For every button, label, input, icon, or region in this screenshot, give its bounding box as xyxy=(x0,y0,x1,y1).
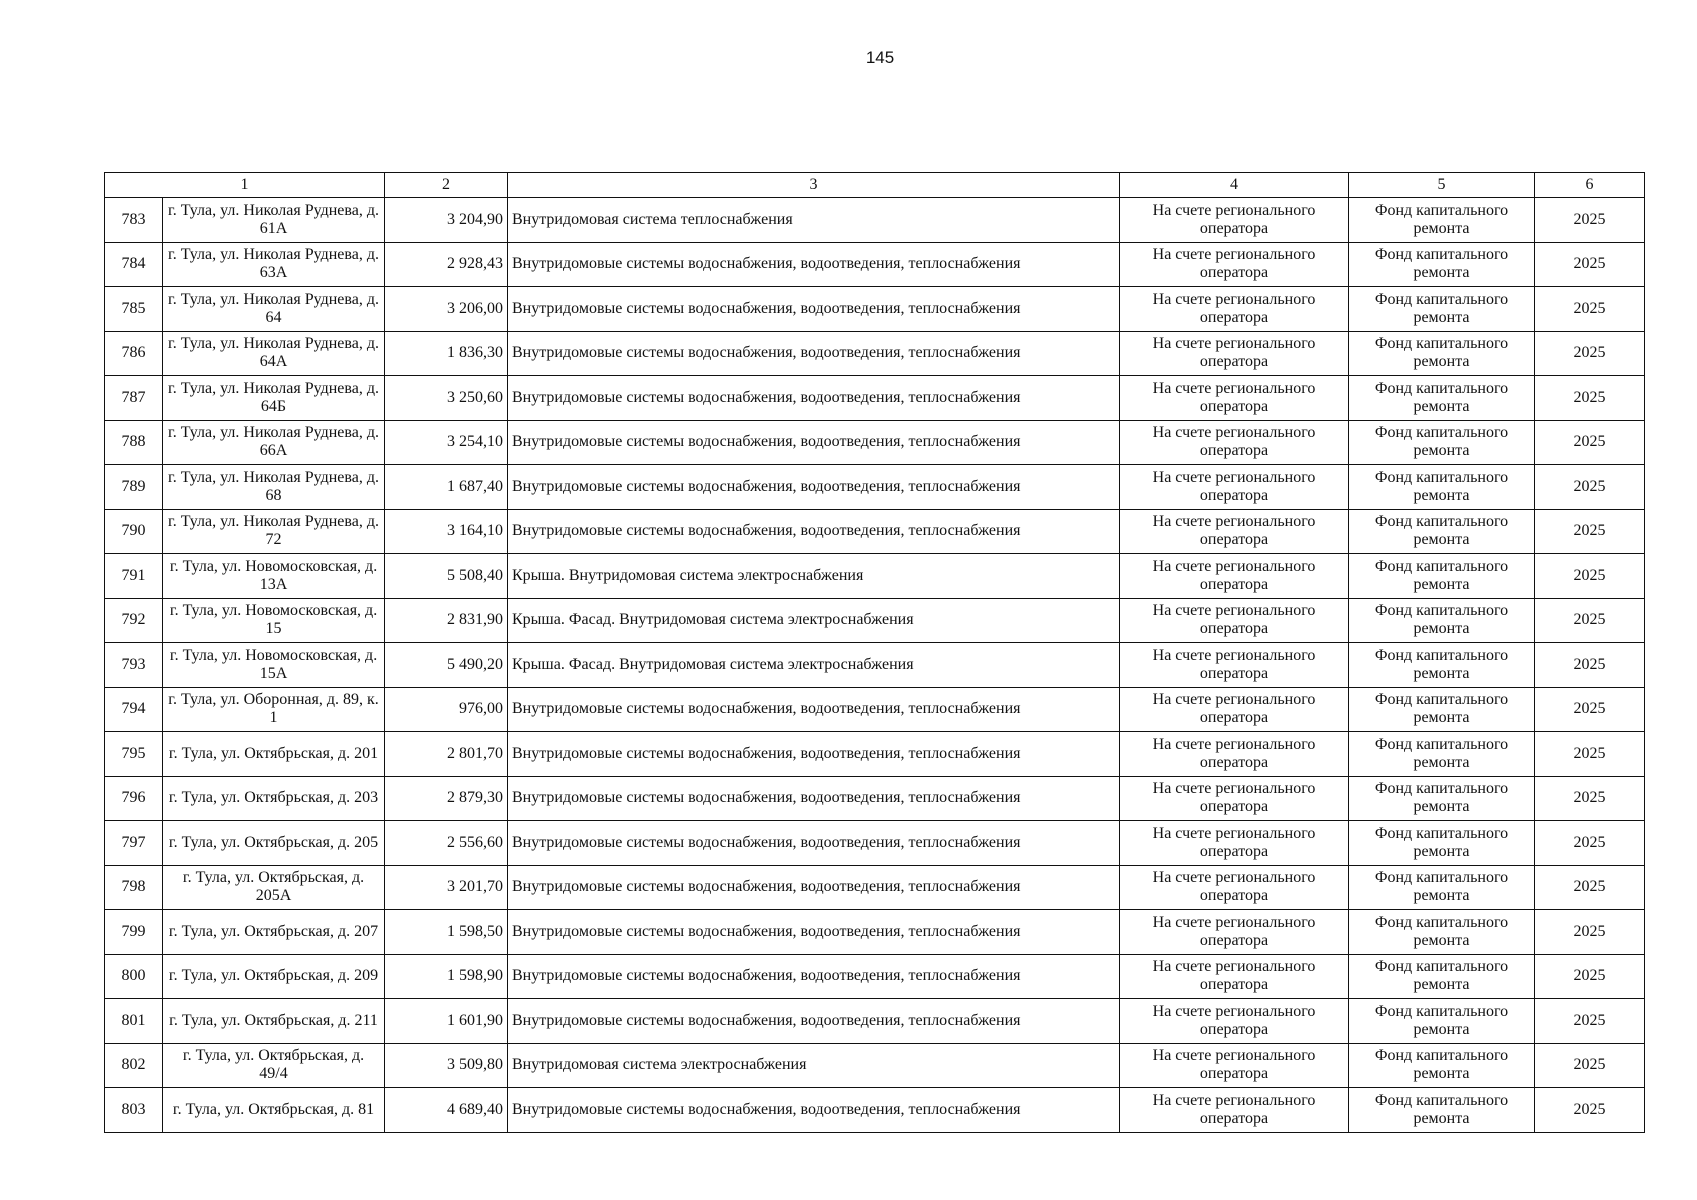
row-number: 799 xyxy=(105,910,163,955)
works-cell: Внутридомовые системы водоснабжения, водоотведения, теплоснабжения xyxy=(508,954,1120,999)
works-cell: Внутридомовые системы водоснабжения, водоотведения, теплоснабжения xyxy=(508,420,1120,465)
account-cell: На счете регионального оператора xyxy=(1120,420,1349,465)
year-cell: 2025 xyxy=(1535,643,1645,688)
works-cell: Внутридомовые системы водоснабжения, водоотведения, теплоснабжения xyxy=(508,465,1120,510)
funding-source-cell: Фонд капитального ремонта xyxy=(1349,420,1535,465)
funding-source-cell: Фонд капитального ремонта xyxy=(1349,865,1535,910)
column-header: 5 xyxy=(1349,173,1535,198)
row-number: 790 xyxy=(105,509,163,554)
address-cell: г. Тула, ул. Октябрьская, д. 207 xyxy=(163,910,385,955)
funding-source-cell: Фонд капитального ремонта xyxy=(1349,1088,1535,1133)
funding-source-cell: Фонд капитального ремонта xyxy=(1349,554,1535,599)
year-cell: 2025 xyxy=(1535,287,1645,332)
row-number: 800 xyxy=(105,954,163,999)
address-cell: г. Тула, ул. Октябрьская, д. 209 xyxy=(163,954,385,999)
funding-source-cell: Фонд капитального ремонта xyxy=(1349,954,1535,999)
account-cell: На счете регионального оператора xyxy=(1120,1088,1349,1133)
row-number: 791 xyxy=(105,554,163,599)
account-cell: На счете регионального оператора xyxy=(1120,198,1349,243)
works-cell: Крыша. Фасад. Внутридомовая система электроснабжения xyxy=(508,598,1120,643)
row-number: 797 xyxy=(105,821,163,866)
works-cell: Внутридомовые системы водоснабжения, водоотведения, теплоснабжения xyxy=(508,287,1120,332)
account-cell: На счете регионального оператора xyxy=(1120,1043,1349,1088)
area-cell: 1 836,30 xyxy=(385,331,508,376)
works-cell: Внутридомовые системы водоснабжения, водоотведения, теплоснабжения xyxy=(508,999,1120,1044)
table-row xyxy=(105,865,1645,910)
row-number: 802 xyxy=(105,1043,163,1088)
table-row xyxy=(105,732,1645,777)
year-cell: 2025 xyxy=(1535,554,1645,599)
table-row xyxy=(105,821,1645,866)
area-cell: 5 508,40 xyxy=(385,554,508,599)
area-cell: 1 598,50 xyxy=(385,910,508,955)
area-cell: 2 879,30 xyxy=(385,776,508,821)
works-cell: Внутридомовые системы водоснабжения, водоотведения, теплоснабжения xyxy=(508,732,1120,777)
account-cell: На счете регионального оператора xyxy=(1120,643,1349,688)
table-row xyxy=(105,509,1645,554)
account-cell: На счете регионального оператора xyxy=(1120,776,1349,821)
area-cell: 5 490,20 xyxy=(385,643,508,688)
area-cell: 2 556,60 xyxy=(385,821,508,866)
row-number: 785 xyxy=(105,287,163,332)
row-number: 794 xyxy=(105,687,163,732)
row-number: 789 xyxy=(105,465,163,510)
year-cell: 2025 xyxy=(1535,420,1645,465)
works-cell: Внутридомовые системы водоснабжения, водоотведения, теплоснабжения xyxy=(508,910,1120,955)
account-cell: На счете регионального оператора xyxy=(1120,509,1349,554)
works-cell: Внутридомовые системы водоснабжения, водоотведения, теплоснабжения xyxy=(508,242,1120,287)
funding-source-cell: Фонд капитального ремонта xyxy=(1349,910,1535,955)
funding-source-cell: Фонд капитального ремонта xyxy=(1349,732,1535,777)
funding-source-cell: Фонд капитального ремонта xyxy=(1349,376,1535,421)
account-cell: На счете регионального оператора xyxy=(1120,954,1349,999)
works-cell: Внутридомовые системы водоснабжения, водоотведения, теплоснабжения xyxy=(508,776,1120,821)
works-cell: Крыша. Внутридомовая система электроснабжения xyxy=(508,554,1120,599)
address-cell: г. Тула, ул. Октябрьская, д. 203 xyxy=(163,776,385,821)
address-cell: г. Тула, ул. Октябрьская, д. 81 xyxy=(163,1088,385,1133)
area-cell: 976,00 xyxy=(385,687,508,732)
year-cell: 2025 xyxy=(1535,776,1645,821)
works-cell: Внутридомовая система теплоснабжения xyxy=(508,198,1120,243)
funding-source-cell: Фонд капитального ремонта xyxy=(1349,999,1535,1044)
works-cell: Внутридомовые системы водоснабжения, водоотведения, теплоснабжения xyxy=(508,821,1120,866)
table-body xyxy=(105,198,1645,1133)
address-cell: г. Тула, ул. Николая Руднева, д. 64Б xyxy=(163,376,385,421)
year-cell: 2025 xyxy=(1535,821,1645,866)
row-number: 784 xyxy=(105,242,163,287)
funding-source-cell: Фонд капитального ремонта xyxy=(1349,242,1535,287)
account-cell: На счете регионального оператора xyxy=(1120,331,1349,376)
account-cell: На счете регионального оператора xyxy=(1120,732,1349,777)
column-header: 3 xyxy=(508,173,1120,198)
address-cell: г. Тула, ул. Октябрьская, д. 49/4 xyxy=(163,1043,385,1088)
address-cell: г. Тула, ул. Оборонная, д. 89, к. 1 xyxy=(163,687,385,732)
address-cell: г. Тула, ул. Николая Руднева, д. 64 xyxy=(163,287,385,332)
year-cell: 2025 xyxy=(1535,598,1645,643)
area-cell: 2 928,43 xyxy=(385,242,508,287)
row-number: 801 xyxy=(105,999,163,1044)
funding-source-cell: Фонд капитального ремонта xyxy=(1349,331,1535,376)
row-number: 793 xyxy=(105,643,163,688)
table-row xyxy=(105,1088,1645,1133)
works-cell: Внутридомовые системы водоснабжения, водоотведения, теплоснабжения xyxy=(508,331,1120,376)
funding-source-cell: Фонд капитального ремонта xyxy=(1349,509,1535,554)
area-cell: 3 201,70 xyxy=(385,865,508,910)
page-number: 145 xyxy=(865,48,895,67)
table-row xyxy=(105,420,1645,465)
year-cell: 2025 xyxy=(1535,732,1645,777)
funding-source-cell: Фонд капитального ремонта xyxy=(1349,465,1535,510)
address-cell: г. Тула, ул. Николая Руднева, д. 72 xyxy=(163,509,385,554)
table-row xyxy=(105,954,1645,999)
account-cell: На счете регионального оператора xyxy=(1120,910,1349,955)
funding-source-cell: Фонд капитального ремонта xyxy=(1349,821,1535,866)
funding-source-cell: Фонд капитального ремонта xyxy=(1349,1043,1535,1088)
year-cell: 2025 xyxy=(1535,1088,1645,1133)
account-cell: На счете регионального оператора xyxy=(1120,554,1349,599)
year-cell: 2025 xyxy=(1535,910,1645,955)
address-cell: г. Тула, ул. Октябрьская, д. 201 xyxy=(163,732,385,777)
address-cell: г. Тула, ул. Николая Руднева, д. 61А xyxy=(163,198,385,243)
account-cell: На счете регионального оператора xyxy=(1120,242,1349,287)
year-cell: 2025 xyxy=(1535,376,1645,421)
funding-source-cell: Фонд капитального ремонта xyxy=(1349,776,1535,821)
row-number: 796 xyxy=(105,776,163,821)
table-row xyxy=(105,465,1645,510)
table-row xyxy=(105,999,1645,1044)
year-cell: 2025 xyxy=(1535,198,1645,243)
row-number: 783 xyxy=(105,198,163,243)
works-cell: Внутридомовые системы водоснабжения, водоотведения, теплоснабжения xyxy=(508,687,1120,732)
table-row xyxy=(105,1043,1645,1088)
works-cell: Крыша. Фасад. Внутридомовая система электроснабжения xyxy=(508,643,1120,688)
funding-source-cell: Фонд капитального ремонта xyxy=(1349,643,1535,688)
works-cell: Внутридомовые системы водоснабжения, водоотведения, теплоснабжения xyxy=(508,509,1120,554)
row-number: 788 xyxy=(105,420,163,465)
row-number: 803 xyxy=(105,1088,163,1133)
area-cell: 3 164,10 xyxy=(385,509,508,554)
column-header: 2 xyxy=(385,173,508,198)
account-cell: На счете регионального оператора xyxy=(1120,465,1349,510)
account-cell: На счете регионального оператора xyxy=(1120,687,1349,732)
year-cell: 2025 xyxy=(1535,465,1645,510)
account-cell: На счете регионального оператора xyxy=(1120,999,1349,1044)
account-cell: На счете регионального оператора xyxy=(1120,598,1349,643)
row-number: 792 xyxy=(105,598,163,643)
area-cell: 1 687,40 xyxy=(385,465,508,510)
account-cell: На счете регионального оператора xyxy=(1120,376,1349,421)
table-row xyxy=(105,198,1645,243)
works-cell: Внутридомовые системы водоснабжения, водоотведения, теплоснабжения xyxy=(508,1088,1120,1133)
works-cell: Внутридомовая система электроснабжения xyxy=(508,1043,1120,1088)
address-cell: г. Тула, ул. Новомосковская, д. 15 xyxy=(163,598,385,643)
area-cell: 1 598,90 xyxy=(385,954,508,999)
table-row xyxy=(105,910,1645,955)
year-cell: 2025 xyxy=(1535,865,1645,910)
year-cell: 2025 xyxy=(1535,242,1645,287)
year-cell: 2025 xyxy=(1535,954,1645,999)
year-cell: 2025 xyxy=(1535,999,1645,1044)
address-cell: г. Тула, ул. Октябрьская, д. 211 xyxy=(163,999,385,1044)
table-row xyxy=(105,242,1645,287)
area-cell: 4 689,40 xyxy=(385,1088,508,1133)
address-cell: г. Тула, ул. Николая Руднева, д. 66А xyxy=(163,420,385,465)
address-cell: г. Тула, ул. Николая Руднева, д. 63А xyxy=(163,242,385,287)
account-cell: На счете регионального оператора xyxy=(1120,821,1349,866)
table-row xyxy=(105,554,1645,599)
area-cell: 3 204,90 xyxy=(385,198,508,243)
address-cell: г. Тула, ул. Николая Руднева, д. 68 xyxy=(163,465,385,510)
account-cell: На счете регионального оператора xyxy=(1120,287,1349,332)
works-cell: Внутридомовые системы водоснабжения, водоотведения, теплоснабжения xyxy=(508,865,1120,910)
works-cell: Внутридомовые системы водоснабжения, водоотведения, теплоснабжения xyxy=(508,376,1120,421)
area-cell: 1 601,90 xyxy=(385,999,508,1044)
address-cell: г. Тула, ул. Октябрьская, д. 205 xyxy=(163,821,385,866)
address-cell: г. Тула, ул. Октябрьская, д. 205А xyxy=(163,865,385,910)
area-cell: 2 831,90 xyxy=(385,598,508,643)
row-number: 795 xyxy=(105,732,163,777)
funding-source-cell: Фонд капитального ремонта xyxy=(1349,598,1535,643)
table-row xyxy=(105,598,1645,643)
year-cell: 2025 xyxy=(1535,509,1645,554)
column-header: 1 xyxy=(105,173,385,198)
column-header: 6 xyxy=(1535,173,1645,198)
column-header: 4 xyxy=(1120,173,1349,198)
area-cell: 3 206,00 xyxy=(385,287,508,332)
row-number: 798 xyxy=(105,865,163,910)
table-row xyxy=(105,687,1645,732)
address-cell: г. Тула, ул. Николая Руднева, д. 64А xyxy=(163,331,385,376)
funding-source-cell: Фонд капитального ремонта xyxy=(1349,287,1535,332)
address-cell: г. Тула, ул. Новомосковская, д. 13А xyxy=(163,554,385,599)
funding-source-cell: Фонд капитального ремонта xyxy=(1349,687,1535,732)
account-cell: На счете регионального оператора xyxy=(1120,865,1349,910)
repair-schedule-table xyxy=(104,172,1645,1133)
table-row xyxy=(105,643,1645,688)
row-number: 786 xyxy=(105,331,163,376)
row-number: 787 xyxy=(105,376,163,421)
area-cell: 3 250,60 xyxy=(385,376,508,421)
year-cell: 2025 xyxy=(1535,331,1645,376)
table-row xyxy=(105,331,1645,376)
table-row xyxy=(105,376,1645,421)
area-cell: 3 254,10 xyxy=(385,420,508,465)
column-number-row xyxy=(105,173,1645,198)
year-cell: 2025 xyxy=(1535,687,1645,732)
table-row xyxy=(105,776,1645,821)
area-cell: 3 509,80 xyxy=(385,1043,508,1088)
area-cell: 2 801,70 xyxy=(385,732,508,777)
table-row xyxy=(105,287,1645,332)
address-cell: г. Тула, ул. Новомосковская, д. 15А xyxy=(163,643,385,688)
funding-source-cell: Фонд капитального ремонта xyxy=(1349,198,1535,243)
year-cell: 2025 xyxy=(1535,1043,1645,1088)
